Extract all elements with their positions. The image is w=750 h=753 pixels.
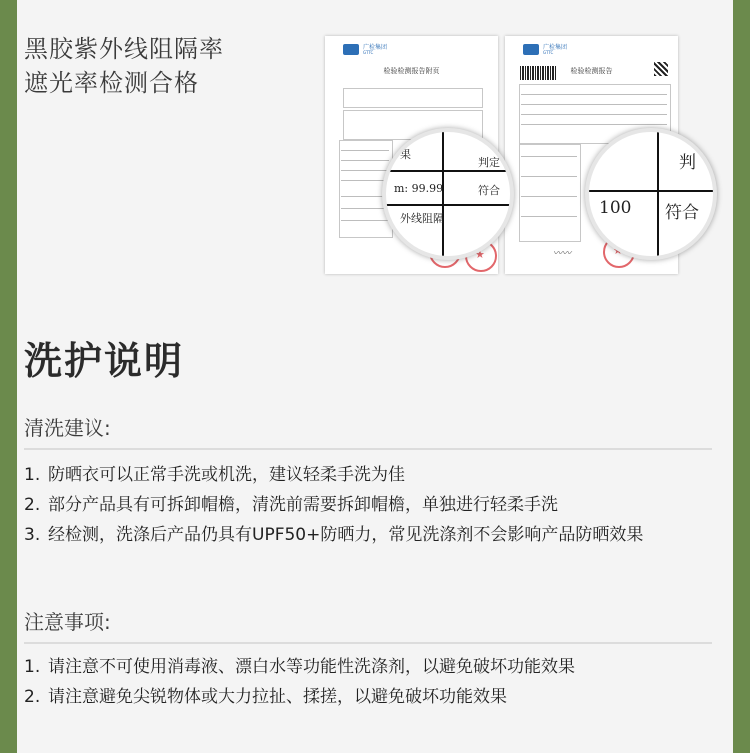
list-item (24, 460, 708, 490)
list-item-text: 部分产品具有可拆卸帽檐，清洗前需要拆卸帽檐，单独进行轻柔手洗 (48, 495, 558, 515)
gttc-logo-icon (523, 44, 539, 55)
cleaning-list (24, 460, 708, 550)
signature-icon: 〰〰 (553, 249, 572, 259)
list-item (24, 520, 708, 550)
list-item-number: 1. (24, 657, 41, 677)
divider (24, 642, 712, 644)
report-org: 广检集团 (363, 44, 388, 51)
cleaning-heading: 清洗建议: (24, 416, 111, 440)
magnifier-verdict: 符合 (665, 203, 699, 223)
magnifier-right (585, 128, 717, 260)
report-title: 检验检测报告附页 (383, 67, 440, 75)
report-data-table (519, 144, 581, 242)
magnifier-header: 果 (400, 148, 411, 161)
list-item-text: 请注意不可使用消毒液、漂白水等功能性洗涤剂，以避免破坏功能效果 (48, 657, 575, 677)
report-title: 检验检测报告 (570, 67, 613, 75)
test-claim (24, 32, 224, 100)
care-title: 洗护说明 (24, 339, 185, 383)
magnifier-verdict: 符合 (478, 184, 500, 197)
report-info-table (343, 88, 483, 108)
list-item-number: 1. (24, 465, 41, 485)
magnifier-left (382, 128, 514, 260)
report-org-en: GTTC (363, 50, 374, 55)
divider (24, 448, 712, 450)
list-item-number: 2. (24, 687, 41, 707)
list-item-text: 防晒衣可以正常手洗或机洗，建议轻柔手洗为佳 (48, 465, 405, 485)
magnifier-header: 判定 (478, 156, 500, 169)
list-item-text: 请注意避免尖锐物体或大力拉扯、揉搓，以避免破坏功能效果 (48, 687, 507, 707)
list-item (24, 682, 708, 712)
test-claim-line1: 黑胶紫外线阻隔率 (24, 35, 224, 63)
magnifier-value: m: 99.99 (394, 182, 444, 195)
list-item-number: 2. (24, 495, 41, 515)
list-item (24, 490, 708, 520)
magnifier-footer: 外线阻隔 (400, 212, 444, 225)
list-item (24, 652, 708, 682)
report-org-en: GTTC (543, 50, 554, 55)
magnifier-value: 100 (599, 198, 632, 218)
gttc-logo-icon (343, 44, 359, 55)
notes-heading: 注意事项: (24, 610, 111, 634)
list-item-text: 经检测，洗涤后产品仍具有UPF50+防晒力，常见洗涤剂不会影响产品防晒效果 (48, 525, 644, 545)
list-item-number: 3. (24, 525, 41, 545)
report-org: 广检集团 (543, 44, 568, 51)
notes-list (24, 652, 708, 712)
test-claim-line2: 遮光率检测合格 (24, 69, 199, 97)
magnifier-header: 判 (679, 153, 696, 173)
